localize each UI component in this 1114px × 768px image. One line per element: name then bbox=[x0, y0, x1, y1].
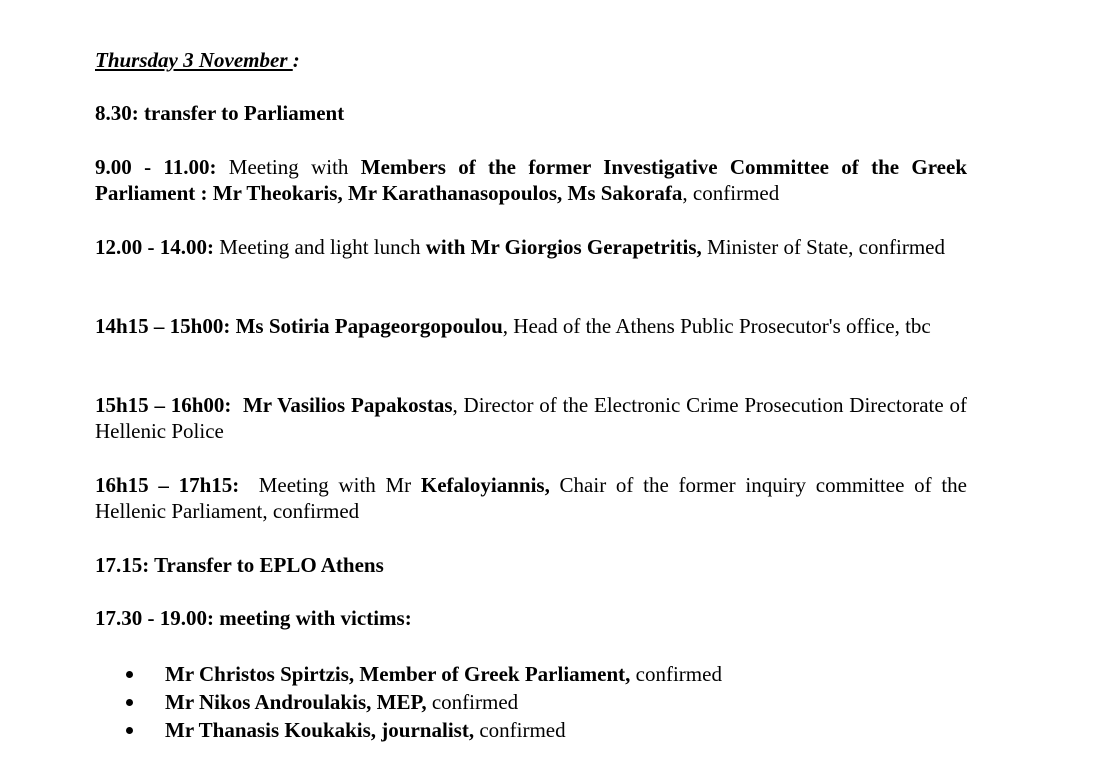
agenda-item-time: 16h15 – 17h15: bbox=[95, 473, 240, 497]
agenda-item-time: 8.30: transfer to Parliament bbox=[95, 101, 345, 125]
bullet-icon bbox=[126, 671, 133, 678]
agenda-item-investigative-committee bbox=[95, 154, 967, 206]
agenda-item-participants: with Mr Giorgios Gerapetritis, bbox=[425, 235, 702, 259]
list-item bbox=[126, 660, 722, 688]
agenda-item-inquiry-chair bbox=[95, 472, 967, 524]
agenda-item-text: , Head of the Athens Public Prosecutor's office, tbc bbox=[502, 314, 931, 338]
agenda-item-minister-lunch bbox=[95, 234, 967, 260]
agenda-item-transfer-eplo bbox=[95, 552, 967, 578]
bullet-icon bbox=[126, 727, 133, 734]
agenda-item-time: 12.00 - 14.00: bbox=[95, 235, 214, 259]
agenda-item-time: 17.15: Transfer to EPLO Athens bbox=[95, 553, 384, 577]
agenda-item-prosecutor bbox=[95, 313, 967, 339]
agenda-item-transfer-parliament bbox=[95, 100, 967, 126]
agenda-item-status: Chair of the former inquiry committee of the Hellenic Parliament, confirmed bbox=[95, 473, 967, 523]
agenda-item-participants: Kefaloyiannis, bbox=[420, 473, 550, 497]
agenda-item-electronic-crime bbox=[95, 392, 967, 444]
victims-list bbox=[126, 660, 722, 744]
agenda-item-time: 17.30 - 19.00: meeting with victims: bbox=[95, 606, 412, 630]
victim-name: Mr Nikos Androulakis, MEP, bbox=[165, 690, 427, 714]
agenda-item-time: 15h15 – 16h00: Mr Vasilios Papakostas bbox=[95, 393, 453, 417]
victim-name: Mr Thanasis Koukakis, journalist, bbox=[165, 718, 475, 742]
agenda-item-text: , Director of the Electronic Crime Prosecution Directorate of Hellenic Police bbox=[95, 393, 967, 443]
list-item bbox=[126, 716, 722, 744]
victim-status: confirmed bbox=[474, 718, 566, 742]
agenda-item-time: 9.00 - 11.00: bbox=[95, 155, 217, 179]
list-item bbox=[126, 688, 722, 716]
agenda-item-status: , confirmed bbox=[682, 181, 780, 205]
agenda-item-text: Meeting with Mr bbox=[239, 473, 421, 497]
agenda-item-time: 14h15 – 15h00: Ms Sotiria Papageorgopoulou bbox=[95, 314, 503, 338]
agenda-item-status: Minister of State, confirmed bbox=[701, 235, 945, 259]
day-heading bbox=[95, 47, 967, 73]
day-heading-date: Thursday 3 November bbox=[95, 48, 293, 72]
agenda-item-text: Meeting and light lunch bbox=[214, 235, 426, 259]
victim-status: confirmed bbox=[630, 662, 722, 686]
victim-name: Mr Christos Spirtzis, Member of Greek Parliament, bbox=[165, 662, 631, 686]
victim-status: confirmed bbox=[426, 690, 519, 714]
agenda-item-victims-meeting bbox=[95, 605, 967, 631]
day-heading-colon: : bbox=[292, 48, 300, 72]
agenda-item-participants: Members of the former Investigative Committee of the Greek Parliament : Mr Theokaris, Mr Karathanasopoulos, Ms Sakorafa bbox=[95, 155, 967, 205]
agenda-item-text: Meeting with bbox=[216, 155, 361, 179]
bullet-icon bbox=[126, 699, 133, 706]
